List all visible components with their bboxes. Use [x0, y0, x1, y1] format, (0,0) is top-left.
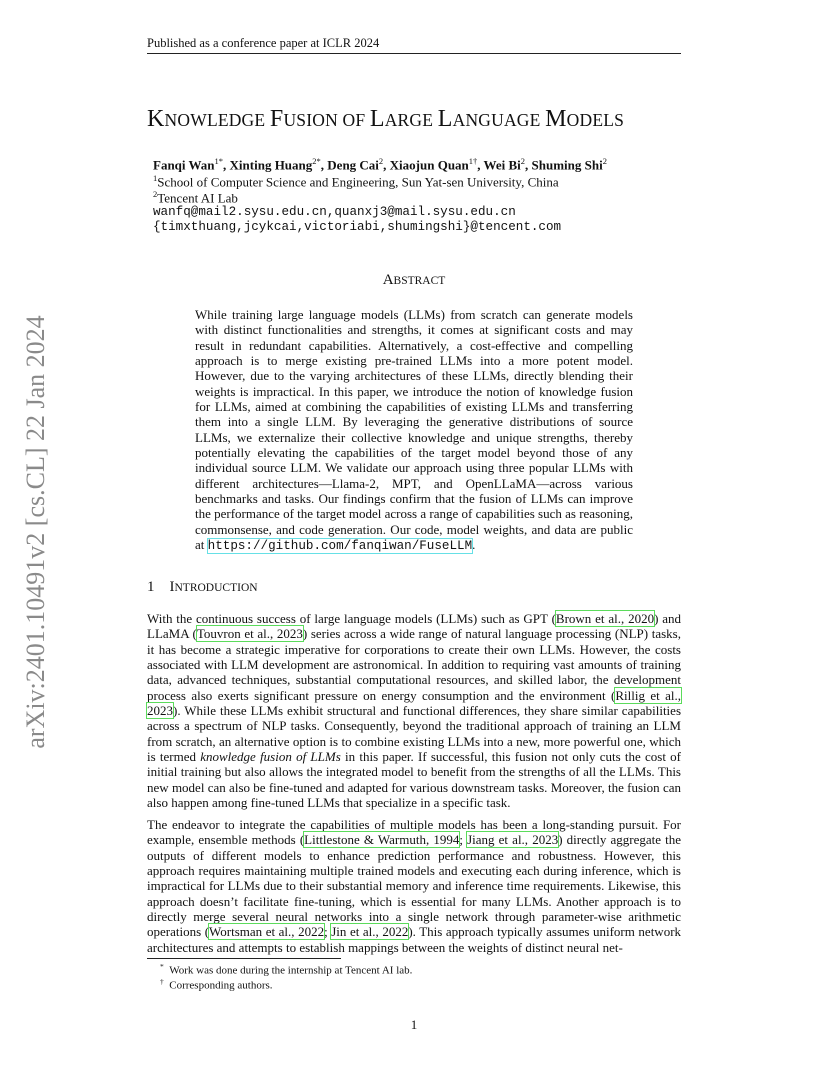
citation-wortsman[interactable]: Wortsman et al., 2022 [209, 924, 325, 940]
intro-paragraph-1: With the continuous success of large language models (LLMs) such as GPT (Brown et al., 2020) and LLaMA (Touvron et al., 2023) series across a wide range of natural language processing (NLP) tasks, it has become a strategic imperative for corporations to create their own LLMs. However, the costs associated with LLM development are astronomical. In addition to requiring vast amounts of training data, advanced techniques, substantial computational resources, and skilled labor, the development process also exerts significant pressure on energy consumption and the environment (Rillig et al., 2023). While these LLMs exhibit structural and functional differences, they share similar capabilities across a spectrum of NLP tasks. Consequently, beyond the traditional approach of training an LLM from scratch, an alternative option is to combine existing LLMs into a new, more powerful one, which is termed knowledge fusion of LLMs in this paper. If successful, this fusion not only cuts the cost of initial training but also allows the integrated model to benefit from the strengths of all the LLMs. This new model can also be fine-tuned and adapted for various downstream tasks. Moreover, the fusion can also happen among fine-tuned LLMs that specialize in a specific task. [147, 611, 682, 811]
citation-jin[interactable]: Jin et al., 2022 [331, 924, 409, 940]
citation-jiang[interactable]: Jiang et al., 2023 [467, 832, 559, 848]
paper-title: KNOWLEDGE FUSION OF LARGE LANGUAGE MODELS [147, 106, 625, 132]
footnote-2: † Corresponding authors. [160, 977, 273, 992]
citation-rillig[interactable]: Rillig et al., 2023 [147, 687, 681, 719]
email-line-2: {timxthuang,jcykcai,victoriabi,shumingshi}@tencent.com [153, 220, 562, 234]
section-heading-introduction: 1 INTRODUCTION [147, 579, 258, 595]
citation-brown[interactable]: Brown et al., 2020 [555, 611, 655, 626]
affiliation-1: $^1$School of Computer Science and Engineering, Sun Yat-sen University, China [153, 173, 559, 190]
page-number: 1 [410, 1017, 418, 1032]
footnote-1: * Work was done during the internship at Tencent AI lab. [160, 962, 413, 977]
running-header: Published as a conference paper at ICLR 2024 [147, 36, 380, 50]
footnote-rule [147, 958, 341, 959]
github-link[interactable]: https://github.com/fanqiwan/FuseLLM [207, 539, 473, 554]
affiliation-2: $^2$Tencent AI Lab [153, 189, 238, 206]
arxiv-stamp: arXiv:2401.10491v2 [cs.CL] 22 Jan 2024 [21, 315, 50, 749]
citation-touvron[interactable]: Touvron et al., 2023 [196, 626, 303, 642]
header-rule [147, 53, 681, 54]
citation-littlestone[interactable]: Littlestone & Warmuth, 1994 [304, 832, 460, 848]
email-line-1: wanfq@mail2.sysu.edu.cn,quanxj3@mail.sysu.edu.cn [153, 205, 516, 219]
intro-paragraph-2: The endeavor to integrate the capabilities of multiple models has been a long-standing pursuit. For example, ensemble methods (Littlestone & Warmuth, 1994; Jiang et al., 2023) directly aggregate the outputs of different models to enhance prediction performance and robustness. However, this approach requires maintaining multiple trained models and executing each during inference, which is impractical for LLMs due to their substantial memory and inference time requirements. Likewise, this approach doesn’t facilitate fine-tuning, which is essential for many LLMs. Another approach is to directly merge several neural networks into a single network through parameter-wise arithmetic operations (Wortsman et al., 2022; Jin et al., 2022). This approach typically assumes uniform network architectures and attempts to establish mappings between the weights of distinct neural net- [147, 817, 682, 955]
abstract-heading: ABSTRACT [382, 272, 446, 288]
abstract-text: While training large language models (LLMs) from scratch can generate models with distinct functionalities and strengths, it comes at significant costs and may result in redundant capabilities. Alternatively, a cost-effective and compelling approach is to merge existing pre-trained LLMs into a more potent model. However, due to the varying architectures of these LLMs, directly blending their weights is impractical. In this paper, we introduce the notion of knowledge fusion for LLMs, aimed at combining the capabilities of existing LLMs and transferring them into a single LLM. By leveraging the generative distributions of source LLMs, we externalize their collective knowledge and unique strengths, thereby potentially elevating the capabilities of the target model beyond those of any individual source LLM. We validate our approach using three popular LLMs with different architectures—Llama-2, MPT, and OpenLLaMA—across various benchmarks and tasks. Our findings confirm that the fusion of LLMs can improve the performance of the target model across a range of capabilities such as reasoning, commonsense, and code generation. Our code, model weights, and data are public at https://github.com/fanqiwan/FuseLLM. [195, 307, 633, 554]
author-list: Fanqi Wan$^{1*}$, Xinting Huang$^{2*}$, Deng Cai$^2$, Xiaojun Quan$^{1\dagger}$, Wei Bi$^2$, Shuming Shi$^2$ [153, 156, 607, 173]
